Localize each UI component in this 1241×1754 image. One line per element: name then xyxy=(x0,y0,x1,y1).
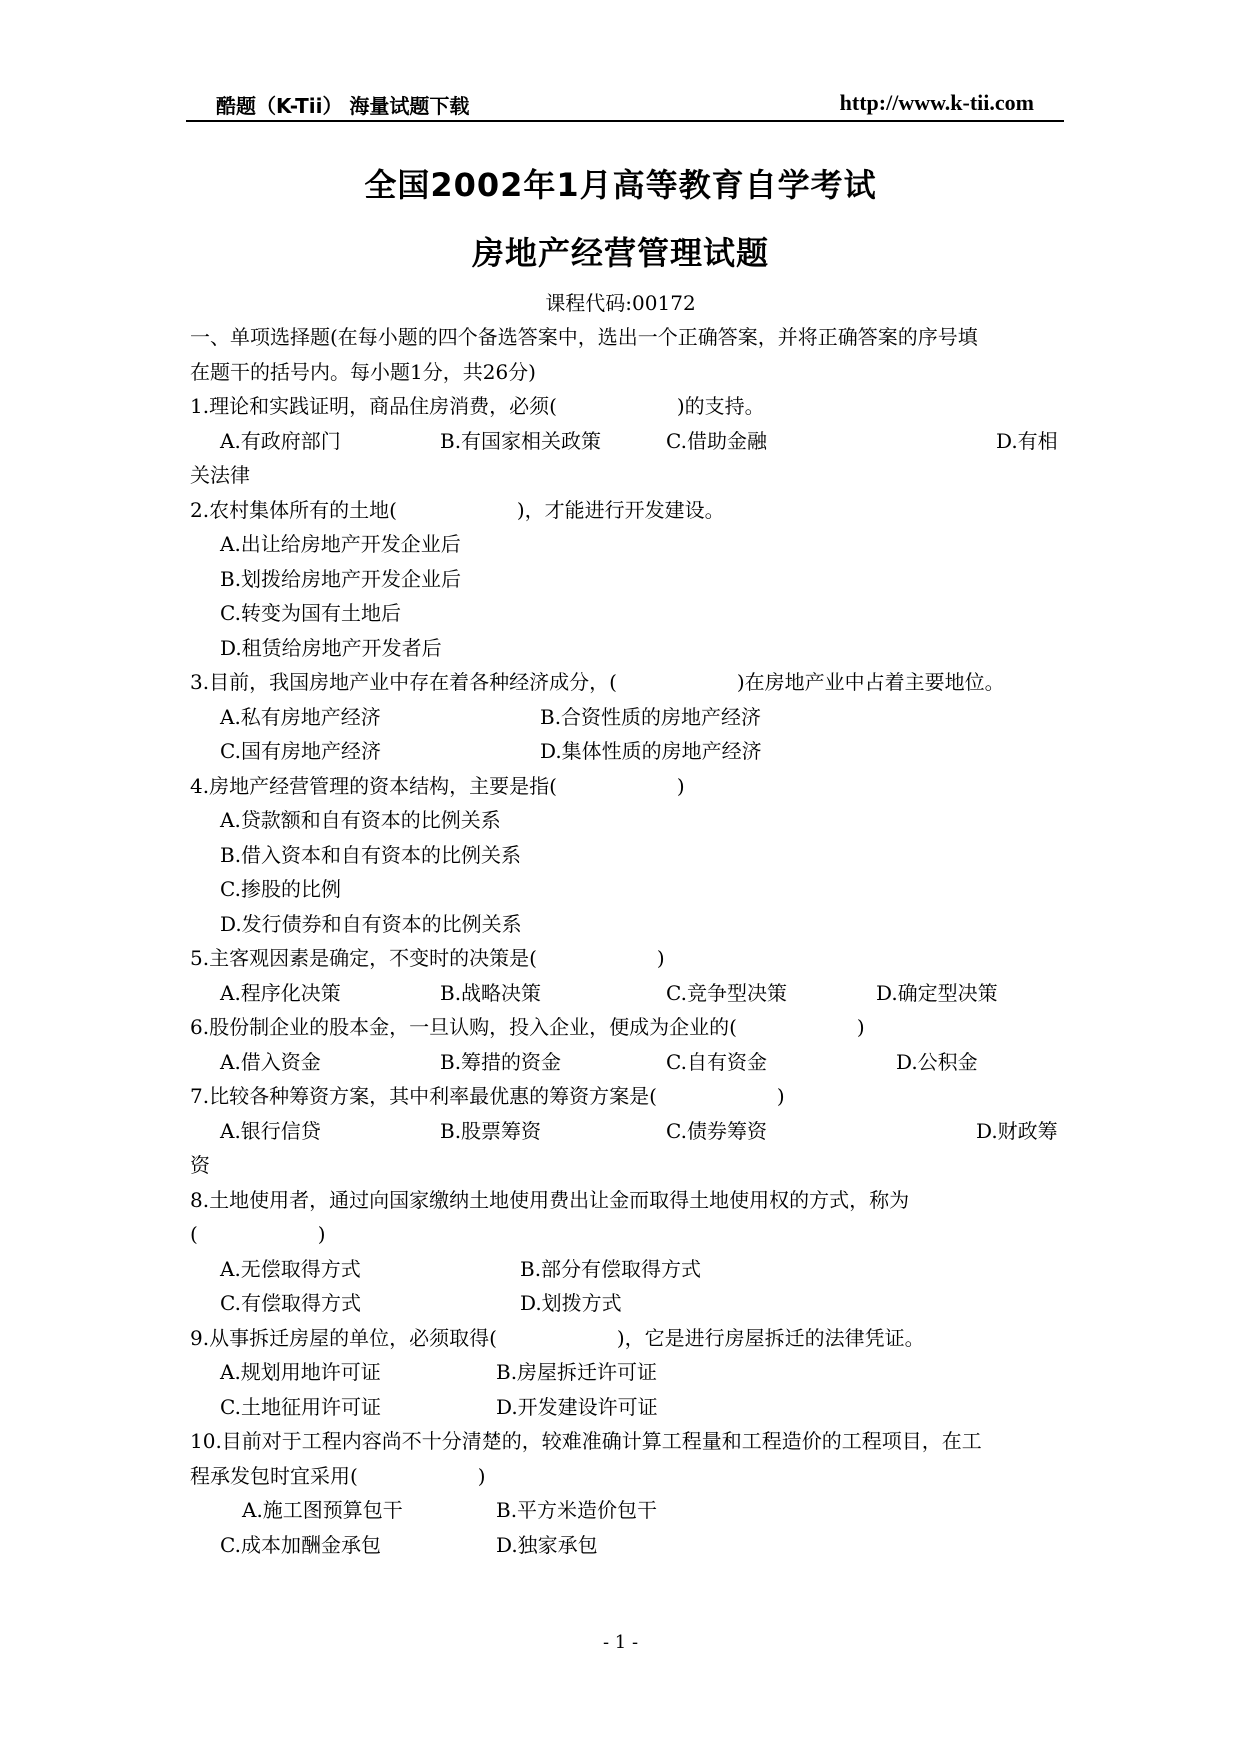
question-stem: 4.房地产经营管理的资本结构，主要是指( ) xyxy=(190,773,685,798)
option-c: C.自有资金 xyxy=(666,1049,767,1074)
option-row xyxy=(190,1114,1070,1149)
option-row xyxy=(190,803,1070,838)
option-d: D.财政筹 xyxy=(976,1118,1058,1143)
option-row xyxy=(190,1493,1070,1528)
option-d: D.发行债券和自有资本的比例关系 xyxy=(220,911,522,936)
option-row xyxy=(190,1286,1070,1321)
header-site-name: 酷题（K-Tii） 海量试题下载 xyxy=(216,94,470,118)
option-row xyxy=(190,631,1070,666)
option-c: C.转变为国有土地后 xyxy=(220,601,401,625)
option-row xyxy=(190,1390,1070,1425)
option-b: B.有国家相关政策 xyxy=(440,428,602,453)
option-b: B.借入资本和自有资本的比例关系 xyxy=(220,842,522,867)
exam-content xyxy=(190,320,1070,1562)
option-d: D.有相 xyxy=(996,428,1058,453)
option-b: B.股票筹资 xyxy=(440,1118,542,1143)
option-b: B.平方米造价包干 xyxy=(496,1498,658,1522)
option-a: A.无偿取得方式 xyxy=(220,1256,361,1281)
question-stem: 2.农村集体所有的土地( )，才能进行开发建设。 xyxy=(190,497,725,522)
option-row xyxy=(190,700,1070,735)
option-row xyxy=(190,596,1070,631)
option-d-cont: 关法律 xyxy=(190,463,250,487)
question-stem: 6.股份制企业的股本金，一旦认购，投入企业，便成为企业的( ) xyxy=(190,1015,865,1039)
option-b: B.部分有偿取得方式 xyxy=(520,1256,702,1281)
option-d: D.确定型决策 xyxy=(876,980,998,1005)
question-stem: 3.目前，我国房地产业中存在着各种经济成分，( )在房地产业中占着主要地位。 xyxy=(190,670,1005,694)
option-d: D.公积金 xyxy=(896,1049,978,1074)
option-row xyxy=(190,562,1070,597)
option-row xyxy=(190,976,1070,1011)
option-b: B.房屋拆迁许可证 xyxy=(496,1360,658,1384)
option-a: A.银行信贷 xyxy=(220,1118,321,1143)
option-d: D.划拨方式 xyxy=(520,1291,622,1315)
option-row xyxy=(190,424,1070,459)
option-row xyxy=(190,838,1070,873)
option-b: B.筹措的资金 xyxy=(440,1049,562,1074)
option-row xyxy=(190,872,1070,907)
option-d-cont: 资 xyxy=(190,1153,210,1177)
page-header xyxy=(186,88,1064,122)
option-row xyxy=(190,1252,1070,1287)
option-c: C.债券筹资 xyxy=(666,1118,767,1143)
option-b: B.划拨给房地产开发企业后 xyxy=(220,566,462,591)
option-b: B.合资性质的房地产经济 xyxy=(540,704,762,729)
option-a: A.借入资金 xyxy=(220,1049,321,1074)
question-stem: 7.比较各种筹资方案，其中利率最优惠的筹资方案是( ) xyxy=(190,1084,785,1108)
option-c: C.有偿取得方式 xyxy=(220,1291,361,1315)
option-a: A.施工图预算包干 xyxy=(242,1498,403,1522)
option-c: C.土地征用许可证 xyxy=(220,1394,381,1419)
question-stem: 5.主客观因素是确定，不变时的决策是( ) xyxy=(190,946,665,970)
exam-title: 全国2002年1月高等教育自学考试 xyxy=(364,166,877,204)
option-c: C.掺股的比例 xyxy=(220,877,341,901)
option-a: A.有政府部门 xyxy=(220,428,341,453)
option-row xyxy=(190,1045,1070,1080)
option-d: D.集体性质的房地产经济 xyxy=(540,739,762,763)
page-number: - 1 - xyxy=(602,1632,639,1653)
section-heading: 一、单项选择题(在每小题的四个备选答案中，选出一个正确答案，并将正确答案的序号填 xyxy=(190,325,978,349)
option-row xyxy=(190,907,1070,942)
course-code: 课程代码:00172 xyxy=(545,291,696,315)
question-stem: 10.目前对于工程内容尚不十分清楚的，较难准确计算工程量和工程造价的工程项目，在工 xyxy=(190,1429,982,1453)
option-c: C.借助金融 xyxy=(666,428,767,453)
option-d: D.独家承包 xyxy=(496,1532,598,1557)
section-heading-cont: 在题干的括号内。每小题1分，共26分) xyxy=(190,359,536,384)
option-row xyxy=(190,1355,1070,1390)
option-a: A.贷款额和自有资本的比例关系 xyxy=(220,808,501,832)
option-b: B.战略决策 xyxy=(440,980,542,1005)
question-stem: 1.理论和实践证明，商品住房消费，必须( )的支持。 xyxy=(190,394,765,418)
option-row xyxy=(190,527,1070,562)
option-a: A.规划用地许可证 xyxy=(220,1360,381,1384)
option-d: D.开发建设许可证 xyxy=(496,1394,658,1419)
option-c: C.竞争型决策 xyxy=(666,980,787,1005)
option-d: D.租赁给房地产开发者后 xyxy=(220,635,442,660)
question-stem: 8.土地使用者，通过向国家缴纳土地使用费出让金而取得土地使用权的方式，称为 xyxy=(190,1187,910,1212)
question-stem-cont: 程承发包时宜采用( ) xyxy=(190,1463,486,1488)
question-stem: 9.从事拆迁房屋的单位，必须取得( )，它是进行房屋拆迁的法律凭证。 xyxy=(190,1325,925,1350)
option-c: C.国有房地产经济 xyxy=(220,739,381,763)
option-a: A.程序化决策 xyxy=(220,980,341,1005)
option-row xyxy=(190,1528,1070,1563)
option-c: C.成本加酬金承包 xyxy=(220,1532,381,1557)
header-url[interactable]: http://www.k-tii.com xyxy=(839,90,1034,115)
exam-subject-title: 房地产经营管理试题 xyxy=(471,234,769,272)
option-row xyxy=(190,734,1070,769)
option-a: A.私有房地产经济 xyxy=(220,704,381,729)
question-stem-cont: ( ) xyxy=(190,1222,326,1246)
option-a: A.出让给房地产开发企业后 xyxy=(220,532,461,556)
